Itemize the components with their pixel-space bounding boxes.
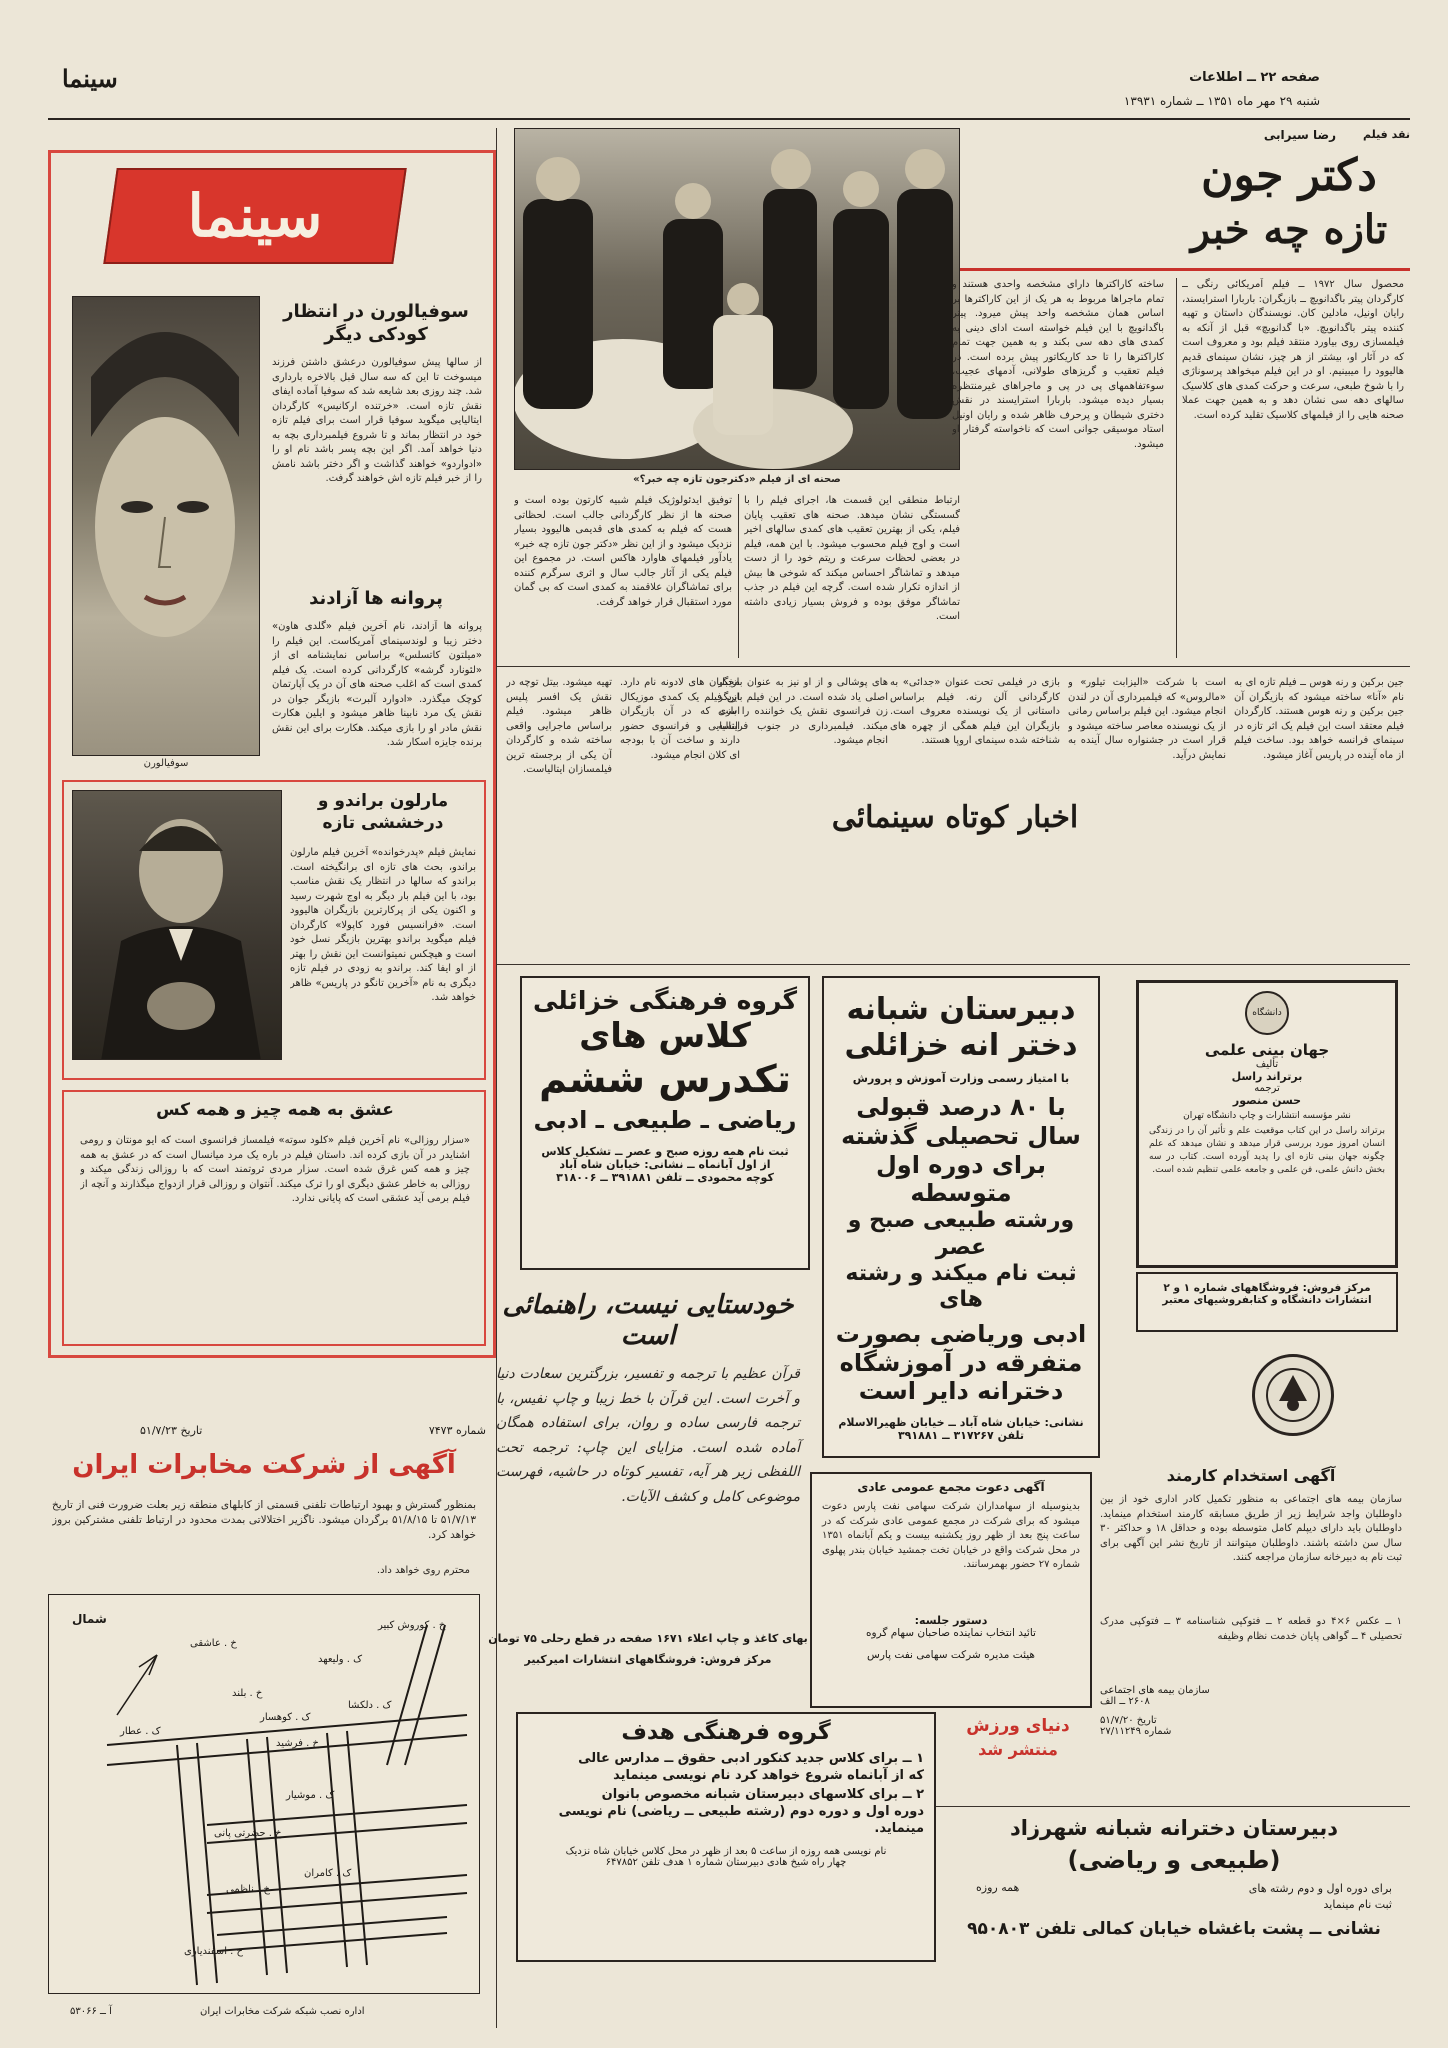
dabirestan-line-5: ثبت نام میکند و رشته های: [845, 1260, 1077, 1313]
map-street-9: ک . دلکشا: [348, 1700, 392, 1711]
dabirestan-line-7: متفرقه در آموزشگاه: [839, 1348, 1083, 1377]
khazaeli-foot-2: از اول آبانماه ــ نشانی: خیابان شاه آباد: [559, 1158, 771, 1172]
story2-body: پروانه ها آزادند، نام آخرین فیلم «گلدی هاون» دختر زیبا و لوندسینمای آمریکاست. این فیلم را «میلتون کاتسلس» براساس نمایشنامه ای از «لئونارد گرشه» کارگردانی کرده است. یک فیلم کمدی است که اغلب صحنه های آن در یک آپارتمان کوچک میگذرد. «ادوارد آلبرت» بازیگر جوان در نقش یک مرد نابینا ظاهر میشود و ایلین هکارت نقش مادر او را بازی میکند. هکارت برای این نقش برنده جایزه اسکار شد.: [272, 621, 482, 748]
elmi-title: جهان بینی علمی: [1204, 1041, 1330, 1059]
review-bottom-rule: [496, 666, 1410, 667]
mokhaberat-title: آگهی از شرکت مخابرات ایران: [72, 1450, 456, 1480]
khazaeli-line-2: کلاس های: [579, 1016, 751, 1056]
dabirestan-line-2: سال تحصیلی گذشته: [841, 1121, 1081, 1150]
ad-dabirestan-khazaeli: [822, 976, 1100, 1458]
review-col-2: ساخته کاراکترها دارای مشخصه واحدی هستند و تمام ماجراها مربوط به هر یک از این کاراکترها بر اساس همان مشخصه واحد پیش میرود. پیتر باگدانویچ با این فیلم خواسته است ادای دینی به کمدی های دهه سی بکند و به همین جهت تمام کاراکترها را تا حد کاریکاتور پیش برده است. در فیلم تعقیب و گریزهای طولانی، آدمهای عجیب، سوءتفاهمهای پی در پی و ماجراهای غیرمنتظره بسیار دیده میشود. باربارا استرایسند در نقش دختری شیطان و پرحرف ظاهر شده و رایان اونیل استاد موسیقی جوانی است که ناخواسته گرفتار او میشود.: [952, 279, 1164, 450]
elmi-body: برتراند راسل در این کتاب موقعیت علم و تأثیر آن را در زندگی انسان امروز مورد بررسی قرار میدهد و نشان میدهد که علم چگونه جهان بینی تازه ای را پدید آورده است. کتاب در سه بخش دانش علمی، فن علمی و جامعه علمی تنظیم شده است.: [1149, 1126, 1385, 1176]
news-bottom-rule: [496, 964, 1410, 965]
dabirestan-line-8: دخترانه دایر است: [858, 1377, 1064, 1406]
varzesh-line-1: دنیای ورزش: [966, 1716, 1070, 1736]
dabirestan-title-1: دبیرستان شبانه: [846, 992, 1076, 1027]
map-street-5: ک . کامران: [304, 1868, 352, 1879]
shahrzad-line-2: همه روزه: [976, 1881, 1020, 1894]
book-title: خودستایی نیست، راهنمائی است: [502, 1290, 794, 1352]
date-line: شنبه ۲۹ مهر ماه ۱۳۵۱ ــ شماره ۱۳۹۳۱: [1123, 94, 1320, 108]
elmi-author: برتراند راسل: [1231, 1070, 1303, 1083]
hadaf-line-5: مینماید.: [874, 1821, 924, 1836]
ad-assembly: [810, 1472, 1092, 1708]
map-footer: اداره نصب شبکه شرکت مخابرات ایران: [200, 2006, 365, 2017]
map-street-1: ک . عطار: [120, 1726, 161, 1737]
map-street-13: خ . کوروش کبیر: [378, 1620, 446, 1631]
ad-khazaeli-group: [520, 976, 810, 1270]
khazaeli-line-4: ریاضی ـ طبیعی ـ ادبی: [533, 1106, 797, 1135]
story3-body: نمایش فیلم «پدرخوانده» آخرین فیلم مارلون براندو، بحث های تازه ای برانگیخته است. براندو که سالها در انتظار یک نقش مناسب بود، با این فیلم بار دیگر به اوج شهرت رسید و اکنون یکی از پرکارترین بازیگران هالیوود است. «فرانسیس فورد کاپولا» کارگردان فیلم میگوید براندو بهترین بازیگر نسل خود است و هیچکس نمیتوانست این نقش را بهتر از او ایفا کند. براندو به زودی در فیلم تازه دیگری به نام «آخرین تانگو در پاریس» ظاهر خواهد شد.: [290, 847, 476, 1003]
shahrzad-line-1: برای دوره اول و دوم رشته های: [1248, 1882, 1392, 1895]
shahrzad-tel: تلفن ۹۵۰۸۰۳: [967, 1919, 1077, 1939]
review-col-4: توفیق ایدئولوژیک فیلم شبیه کارتون بوده است و صحنه ها از نظر کارگردانی جالب است. لحظاتی هست که فیلم به کمدی های قدیمی هالیوود بسیار نزدیک میشود و از این نظر «دکتر جون تازه چه خبر» یادآور فیلمهای هاوارد هاکس است. در مجموع این فیلم یکی از آثار جالب سال و اثری سرگرم کننده برای تماشاگران علاقمند به کمدی است که بی گمان مورد استقبال قرار خواهد گرفت.: [514, 495, 732, 608]
bottom-right-rule: [936, 1806, 1410, 1807]
shahrzad-title: دبیرستان دخترانه شبانه شهرزاد: [1009, 1816, 1338, 1840]
sophia-caption: سوفیالورن: [143, 758, 189, 769]
review-author: رضا سیرابی: [1263, 128, 1336, 142]
header-rule: [48, 118, 1410, 120]
street-map-drawing: [47, 1595, 479, 1995]
story2-title: پروانه ها آزادند: [309, 588, 443, 609]
story1-body: از سالها پیش سوفیالورن درعشق داشتن فرزند میسوخت تا این که سه سال قبل بالاخره بارداری شد. چند روزی بعد شایعه شد که سوفیا آماده ایفای نقش تازه است. «خرتنده ارکانیس» کارگردان ایتالیایی میگوید سوفیا قرار است برای فیلم تازه خود در انتظار بماند و تا شروع فیلمبرداری بچه به دنیا خواهد آمد. اگر این بچه پسر باشد نام او را «ادواردو» خواهند گذاشت و اگر دختر باشد نامش را از خبر فیلم تازه اش خواهند گرفت.: [272, 357, 482, 484]
karmand-sign: سازمان بیمه های اجتماعی: [1100, 1685, 1210, 1696]
dabirestan-title-2: دختر انه خزائلی: [844, 1028, 1078, 1063]
scene-photo-sketch: [514, 129, 959, 470]
mokhaberat-date: تاریخ ۵۱/۷/۲۳: [140, 1424, 203, 1437]
emblem-icon: [1252, 1354, 1334, 1436]
assembly-body: بدینوسیله از سهامداران شرکت سهامی نفت پارس دعوت میشود که برای شرکت در مجمع عمومی عادی شرکت که در ساعت پنج بعد از ظهر روز یکشنبه بیست و یکم آبانماه ۱۳۵۱ در محل شرکت واقع در خیابان تخت جمشید خیابان بندر پهلوی شماره ۲۷ حضور بهمرسانند.: [822, 1501, 1080, 1570]
elmi-translator: حسن منصور: [1232, 1094, 1302, 1107]
karmand-num: ۲۶۰۸ ــ الف: [1100, 1696, 1150, 1707]
sidebar-divider: [496, 128, 497, 2028]
hadaf-foot-1: نام نویسی همه روزه از ساعت ۵ بعد از ظهر در محل کلاس خیابان شاه نزدیک: [565, 1846, 887, 1857]
ad-karmand: [1100, 1466, 1402, 1766]
sidebar-logo-text: سینما: [187, 182, 323, 250]
dabirestan-tel: تلفن ۳۱۷۲۶۷ ــ ۳۹۱۸۸۱: [897, 1429, 1025, 1443]
ad-jahanbini-elmi: [1136, 980, 1398, 1268]
hadaf-line-1: ۱ ــ برای کلاس جدید کنکور ادبی حقوق ــ مدارس عالی: [578, 1751, 924, 1766]
book-price: بهای کاغذ و چاپ اعلاء ۱۶۷۱ صفحه در قطع رحلی ۷۵ تومان: [488, 1632, 808, 1646]
news-title: اخبار کوتاه سینمائی: [831, 800, 1079, 835]
assembly-agenda-label: دستور جلسه:: [914, 1614, 988, 1627]
map-street-11: ک . ولیعهد: [318, 1654, 363, 1665]
karmand-ref: شماره ۲۷/۱۱۲۴۹: [1100, 1726, 1172, 1737]
assembly-board: هیئت مدیره شرکت سهامی نفت پارس: [867, 1649, 1035, 1661]
elmi-logo-text: دانشگاه: [1252, 1008, 1282, 1018]
story4-title: عشق به همه چیز و همه کس: [156, 1100, 394, 1120]
elmi-sale-box: [1136, 1272, 1398, 1332]
khazaeli-foot-3: کوچه محمودی ــ تلفن ۳۹۱۸۸۱ ــ ۳۱۸۰۰۶: [556, 1171, 774, 1185]
shahrzad-addr: نشانی ــ پشت باغشاه خیابان کمالی: [1082, 1919, 1381, 1939]
review-title-2: تازه چه خبر: [1190, 206, 1388, 253]
news-col-3b: های پوشالی و از او نیز به عنوان بازیگر اصلی یاد شده است. در این فیلم بازیگر زن فرانسوی نقش یک خواننده را بازی میکند. فیلمبرداری در جنوب فرانسه انجام میشود.: [718, 677, 888, 746]
section-title: سینما: [62, 64, 118, 93]
elmi-sale: مرکز فروش: فروشگاههای شماره ۱ و ۲ انتشارات دانشگاه و کتابفروشیهای معتبر: [1162, 1282, 1372, 1306]
review-title-rule: [960, 268, 1410, 271]
elmi-trans-label: ترجمه: [1254, 1083, 1280, 1094]
dabirestan-line-1: با ۸۰ درصد قبولی: [856, 1093, 1066, 1121]
ad-hadaf: [516, 1712, 936, 1962]
hadaf-foot-2: چهار راه شیخ هادی دبیرستان شماره ۱ هدف تلفن ۶۴۷۸۵۲: [605, 1857, 847, 1868]
news-col-5: مخبایان های لادونه نام دارد. این فیلم یک کمدی موزیکال است که در آن بازیگران ایتالیایی و فرانسوی حضور دارند و ساخت آن با بودجه ای کلان انجام میشود.: [620, 677, 740, 761]
assembly-agenda: تائید انتخاب نماینده صاحبان سهام گروه: [866, 1627, 1036, 1639]
review-col-3: ارتباط منطقی این قسمت ها، اجرای فیلم را با گسستگی نشان میدهد. صحنه های تعقیب پایان فیلم، یکی از بهترین تعقیب های کمدی سالهای اخیر است و اوج فیلم محسوب میشود. با این همه، فیلم در بعضی لحظات سرعت و ریتم خود را از دست میدهد و تماشاگر احساس میکند که شوخی ها بیش از اندازه تکرار شده است. گرچه این فیلم در جذب تماشاگر موفق بوده و فروش بسیار زیادی داشته است.: [744, 495, 960, 622]
elmi-author-label: تألیف: [1255, 1059, 1279, 1070]
scene-photo: [514, 128, 960, 470]
khazaeli-line-1: گروه فرهنگی خزائلی: [532, 986, 798, 1015]
map-street-8: خ . بلند: [232, 1688, 263, 1699]
story3-title: مارلون براندو و درخششی تازه: [317, 791, 449, 834]
sophia-loren-photo: [72, 296, 260, 756]
map-north-label: شمال: [72, 1612, 107, 1626]
news-col-1: جین برکین و رنه هوس ــ فیلم تازه ای به نام «آنا» ساخته میشود که بازیگران آن جین برکین و رنه هوس هستند. کارگردان فیلم معتقد است این فیلم یک اثر تازه در سینمای فرانسه خواهد بود. ساخت فیلم از ماه آینده در پاریس آغاز میشود.: [1234, 677, 1404, 761]
khazaeli-line-3: تکدرس ششم: [539, 1056, 791, 1101]
hadaf-line-4: دوره اول و دوره دوم (رشته طبیعی ــ ریاضی) نام نویسی: [558, 1804, 924, 1819]
page-number-line: صفحه ۲۲ ــ اطلاعات: [1189, 70, 1320, 85]
news-col-3: بازی در فیلمی تحت عنوان «جدائی» به کارگردانی آلن رنه. فیلم براساس داستانی از یک نویسنده معروف است. بازیگران این فیلم همگی از چهره های شناخته شده سینمای اروپا هستند.: [890, 677, 1060, 746]
assembly-title: آگهی دعوت مجمع عمومی عادی: [857, 1480, 1045, 1494]
hadaf-title: گروه فرهنگی هدف: [621, 1720, 831, 1745]
mokhaberat-thanks: محترم روی خواهد داد.: [376, 1565, 470, 1576]
shahrzad-line-3: ثبت نام مینماید: [1323, 1898, 1392, 1911]
emblem-drawing: [1255, 1357, 1331, 1433]
review-kicker: نقد فیلم: [1362, 128, 1410, 141]
mokhaberat-body: بمنظور گسترش و بهبود ارتباطات تلفنی قسمتی از کابلهای منطقه زیر بعلت ضرورت فنی از تاریخ ۵۱/۷/۱۳ تا ۵۱/۸/۱۵ برگردان میشود. ناگزیر اختلالاتی بمدت محدود در ارتباط تلفنی مشترکین بروز خواهد کرد.: [52, 1499, 476, 1542]
ad-shahrzad: [946, 1816, 1402, 2000]
map-street-2: ک . موشیار: [286, 1790, 335, 1801]
shahrzad-address-row: [946, 1919, 1402, 1939]
hadaf-line-2: که از آبانماه شروع خواهد کرد نام نویسی مینماید: [613, 1768, 924, 1783]
news-col-2: است با شرکت «الیزابت تیلور» و «مالروس» که فیلمبرداری آن در لندن انجام میشود. این فیلم براساس رمانی از یک نویسنده معاصر ساخته میشود و قرار است در جشنواره سال آینده به نمایش درآید.: [1068, 677, 1226, 761]
map-street-3: خ . حضرتی پانی: [214, 1828, 282, 1839]
street-map: [48, 1594, 480, 1994]
karmand-body: سازمان بیمه های اجتماعی به منظور تکمیل کادر اداری خود از بین داوطلبان واجد شرایط زیر از طریق مسابقه کارمند استخدام مینماید. داوطلبان باید دارای دیپلم کامل متوسطه بوده و حداقل ۱۸ و حداکثر ۳۰ سال سن داشته باشند. داوطلبان میتوانند از تاریخ نشر این آگهی برای ثبت نام به دبیرخانه سازمان مراجعه کنند.: [1100, 1494, 1402, 1563]
varzesh-line-2: منتشر شد: [978, 1740, 1058, 1759]
review-col-1: محصول سال ۱۹۷۲ ــ فیلم آمریکائی رنگی ــ کارگردان پیتر باگدانویچ ــ بازیگران: باربارا استرایسند، رایان اونیل، مادلین کان. نویسندگان داستان و تهیه کننده پیتر باگدانویچ. «با گدانویچ» قبل از آنکه به فیلمسازی روی بیاورد منتقد فیلم بود و معروف است که در آثار او، بیشتر از هر چیز، نشان سینمای قدیم هالیوود را میبینیم. او در این فیلم میخواهد پرسوناژی را با شوخ طبعی، سرعت و حرکت کمدی های کلاسیک سالهای دهه سی نشان دهد و به همین جهت عملا صحنه هایی را از فیلمهای کلاسیک تقلید کرده است.: [1182, 279, 1404, 421]
elmi-publisher: نشر مؤسسه انتشارات و چاپ دانشگاه تهران: [1183, 1111, 1351, 1121]
review-title-1: دکتر جون: [1201, 150, 1377, 201]
brando-godfather-photo: [72, 790, 282, 1060]
scene-photo-caption: صحنه ای از فیلم «دکترجون تازه چه خبر؟»: [633, 474, 841, 485]
ad-varzesh: [944, 1716, 1092, 1759]
hadaf-line-3: ۲ ــ برای کلاسهای دبیرستان شبانه مخصوص بانوان: [601, 1787, 924, 1802]
story1-title: سوفیالورن در انتظار کودکی دیگر: [283, 301, 469, 346]
map-street-12: ک . کوهسار: [260, 1712, 311, 1723]
karmand-date: تاریخ ۵۱/۷/۲۰: [1100, 1715, 1157, 1726]
map-footer-code: آ ــ ۵۳۰۶۶: [70, 2006, 112, 2017]
book-center: مرکز فروش: فروشگاههای انتشارات امیرکبیر: [524, 1653, 772, 1667]
map-street-7: خ . عاشقی: [190, 1638, 237, 1649]
elmi-logo: [1245, 991, 1289, 1035]
story4-body: «سزار روزالی» نام آخرین فیلم «کلود سوته» فیلمساز فرانسوی است که ایو مونتان و رومی اشنایدر در آن بازی کرده اند. داستان فیلم در باره یک مرد میانسال است که در عشق به همه چیز و همه کس غرق شده است. سزار مردی ثروتمند است که با روزالی زندگی میکند و روزالی به خاطر عشق دیگری او را ترک میکند. آنتوان و روزالی قرار ازدواج میگذارند و آنچه از فیلم برمی آید عشقی است که پایانی ندارد.: [80, 1135, 470, 1204]
map-street-4: خ . ناظمی: [226, 1884, 270, 1895]
dabirestan-addr: نشانی: خیابان شاه آباد ــ خیابان ظهیرالاسلام: [838, 1416, 1084, 1430]
map-street-10: خ . فرشید: [276, 1738, 319, 1749]
dabirestan-line-3: برای دوره اول متوسطه: [875, 1150, 1047, 1208]
review-col-divider-2: [738, 494, 739, 658]
brando-portrait-sketch: [72, 791, 281, 1060]
mokhaberat-num: شماره ۷۴۷۳: [428, 1424, 486, 1437]
dabirestan-line-4: ورشته طبیعی صبح و عصر: [847, 1208, 1075, 1260]
map-street-6: خ . اسفندیاری: [184, 1946, 243, 1957]
karmand-list: ۱ ــ عکس ۶×۴ دو قطعه ۲ ــ فتوکپی شناسنامه ۳ ــ فتوکپی مدرک تحصیلی ۴ ــ گواهی پایان خدمت نظام وظیفه: [1100, 1616, 1402, 1642]
sidebar-logo: [103, 168, 406, 264]
dabirestan-line-6: ادبی وریاضی بصورت: [835, 1319, 1087, 1348]
news-col-6: تهیه میشود. بیتل توچه در نقش یک افسر پلیس ظاهر میشود. فیلم براساس ماجرایی واقعی ساخته شده و کارگردان آن یکی از برجسته ترین فیلمسازان ایتالیاست.: [506, 677, 612, 775]
sophia-portrait-sketch: [72, 297, 259, 756]
shahrzad-sub: (طبیعی و ریاضی): [1067, 1846, 1281, 1874]
book-body: قرآن عظیم با ترجمه و تفسیر، بزرگترین سعادت دنیا و آخرت است. این قرآن با خط زیبا و چاپ نفیس، با ترجمه فارسی ساده و روان، برای استفاده همگان آماده شده است. مزایای این چاپ: ترجمه تحت اللفظی زیر هر آیه، تفسیر کوتاه در حاشیه، فهرست موضوعی کامل و کشف الآیات.: [496, 1366, 800, 1505]
review-col-divider-1: [1176, 278, 1177, 658]
dabirestan-sub: با امتیاز رسمی وزارت آموزش و پرورش: [852, 1072, 1070, 1085]
ad-book: [488, 1290, 808, 1710]
khazaeli-foot-1: ثبت نام همه روزه صبح و عصر ــ تشکیل کلاس: [541, 1145, 789, 1159]
karmand-title: آگهی استخدام کارمند: [1166, 1466, 1336, 1485]
